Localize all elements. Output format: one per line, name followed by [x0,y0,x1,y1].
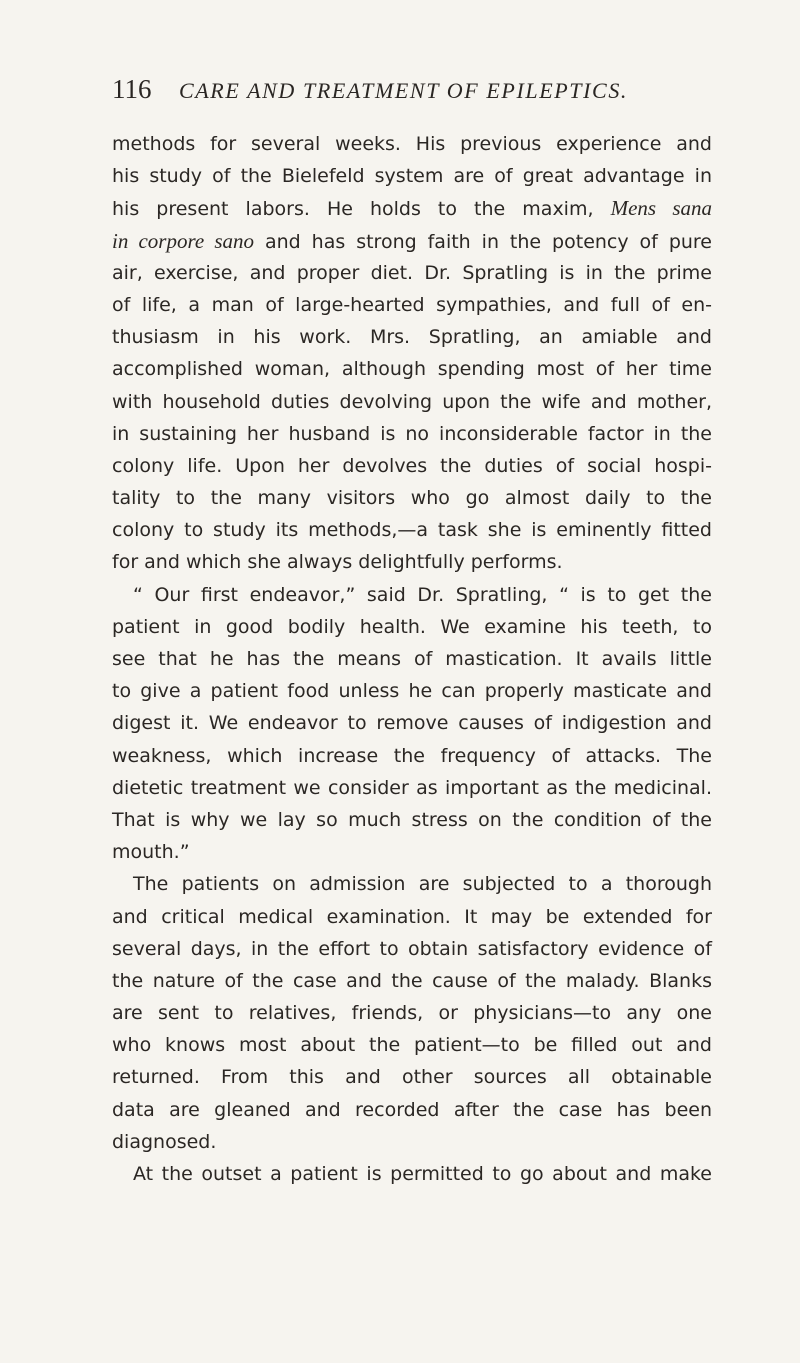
text-line: air, exercise, and proper diet. Dr. Spratling is in the prime [112,261,712,284]
text-line: the nature of the case and the cause of the malady. Blanks [112,969,712,992]
italic-phrase: in corpore sano [112,228,255,253]
text-line: dietetic treatment we consider as important as the medicinal. [112,776,712,799]
text-line: colony to study its methods,—a task she is eminently fitted [112,519,712,542]
text-line: with household duties devolving upon the wife and mother, [112,390,712,413]
text-line: At the outset a patient is permitted to go about and make [133,1163,712,1185]
text-line: “ Our first endeavor,” said Dr. Spratling, “ is to get the [133,583,712,606]
text-line: accomplished woman, although spending most of her time [112,358,712,381]
text-line: diagnosed. [112,1130,217,1153]
text-line: and critical medical examination. It may be extended for [112,905,712,928]
text-line: methods for several weeks. His previous experience and [112,133,712,155]
italic-phrase: Mens sana [610,196,712,221]
text-line: his study of the Bielefeld system are of great advantage in [112,165,712,188]
page-header [112,72,712,112]
text-line [112,225,712,257]
text-line: for and which she always delightfully performs. [112,551,563,574]
text-line: see that he has the means of mastication. It avails little [112,648,712,670]
page-number: 116 [112,74,152,104]
text-line: mouth.” [112,841,190,864]
running-head: CARE AND TREATMENT OF EPILEPTICS. [179,78,629,103]
text-segment: and has strong faith in the potency of pure [264,230,712,253]
text-line: That is why we lay so much stress on the condition of the [112,808,712,831]
text-line: colony life. Upon her devolves the duties of social hospi- [112,454,712,477]
body-text [112,128,712,1190]
text-line [112,192,712,224]
text-line: who knows most about the patient—to be filled out and [112,1034,712,1057]
text-line: weakness, which increase the frequency of attacks. The [112,744,712,767]
text-line: tality to the many visitors who go almost daily to the [112,487,712,510]
text-line: digest it. We endeavor to remove causes of indigestion and [112,712,712,735]
text-line: in sustaining her husband is no inconsiderable factor in the [112,422,712,445]
text-line: thusiasm in his work. Mrs. Spratling, an amiable and [112,326,712,349]
text-line: several days, in the effort to obtain satisfactory evidence of [112,937,712,960]
text-line: to give a patient food unless he can properly masticate and [112,680,712,703]
text-line: patient in good bodily health. We examine his teeth, to [112,615,712,638]
text-line: data are gleaned and recorded after the case has been [112,1098,712,1121]
text-line: The patients on admission are subjected to a thorough [133,873,712,896]
text-line: of life, a man of large-hearted sympathies, and full of en- [112,293,712,316]
text-line: are sent to relatives, friends, or physicians—to any one [112,1002,712,1025]
text-segment: his present labors. He holds to the maxim, [112,198,594,221]
text-line: returned. From this and other sources all obtainable [112,1066,712,1089]
